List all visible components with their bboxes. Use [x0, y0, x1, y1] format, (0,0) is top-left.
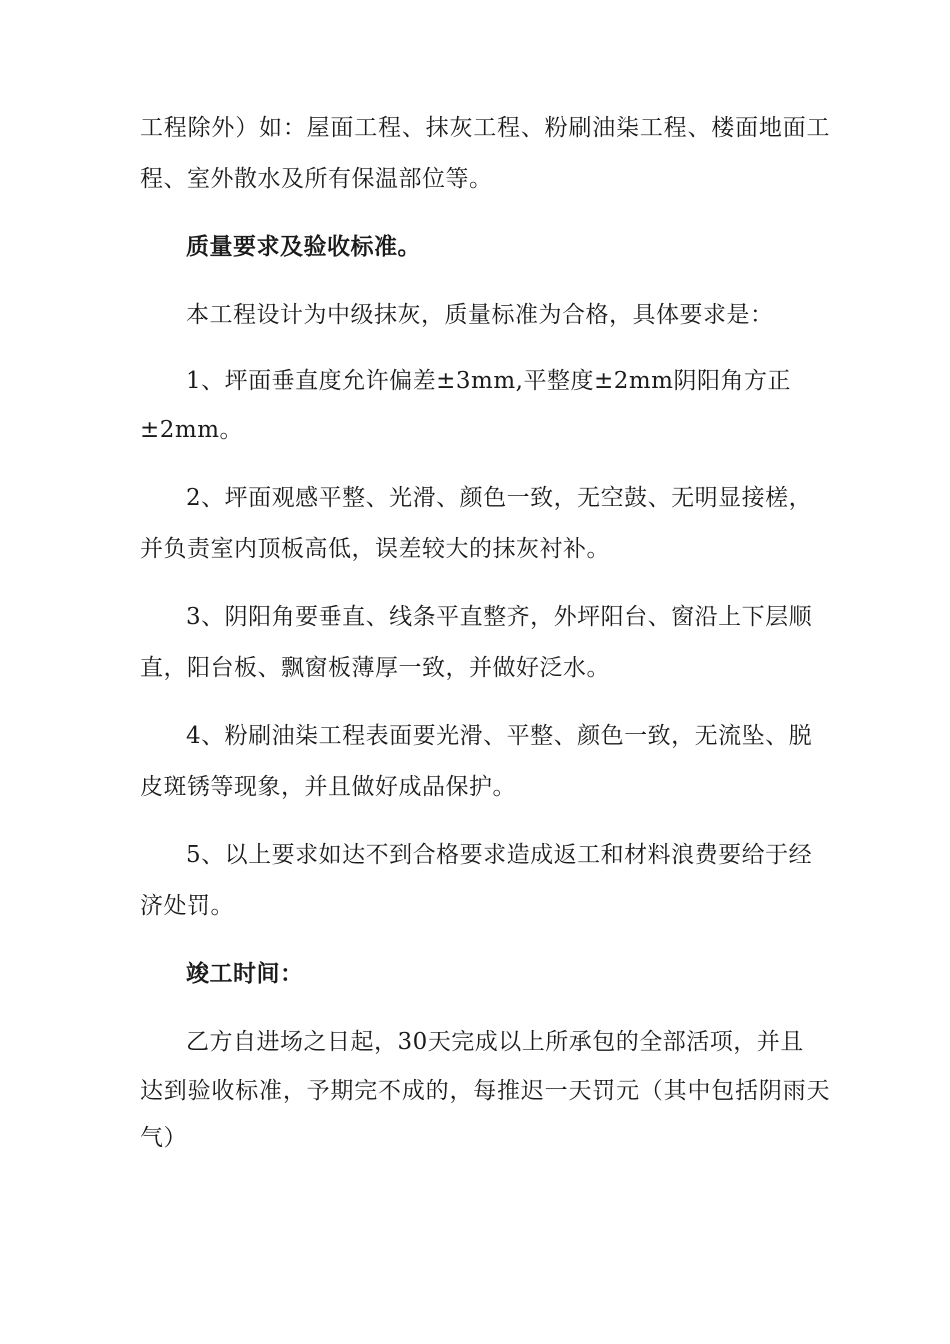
item-2-line-2: 并负责室内顶板高低，误差较大的抹灰衬补。	[140, 536, 610, 562]
item-3-line-1: 3、阴阳角要垂直、线条平直整齐，外坪阳台、窗沿上下层顺	[186, 604, 813, 630]
item-3-line-2: 直，阳台板、飘窗板薄厚一致，并做好泛水。	[140, 655, 610, 681]
quality-heading: 质量要求及验收标准。	[186, 233, 421, 260]
completion-line-2: 达到验收标准，予期完不成的，每推迟一天罚元（其中包括阴雨天	[140, 1078, 830, 1104]
item-2-line-1: 2、坪面观感平整、光滑、颜色一致，无空鼓、无明显接槎，	[186, 485, 813, 511]
completion-line-3: 气）	[140, 1125, 187, 1151]
item-4-line-1: 4、粉刷油柒工程表面要光滑、平整、颜色一致，无流坠、脱	[186, 723, 813, 749]
item-5-line-1: 5、以上要求如达不到合格要求造成返工和材料浪费要给于经	[186, 842, 813, 868]
item-4-line-2: 皮斑锈等现象，并且做好成品保护。	[140, 774, 516, 800]
item-1-line-1: 1、坪面垂直度允许偏差±3mm,平整度±2mm阴阳角方正	[186, 368, 791, 394]
quality-intro: 本工程设计为中级抹灰，质量标准为合格，具体要求是：	[186, 302, 774, 328]
item-1-line-2: ±2mm。	[140, 417, 244, 443]
completion-heading: 竣工时间：	[186, 960, 304, 987]
item-5-line-2: 济处罚。	[140, 893, 234, 919]
intro-line-1: 工程除外）如：屋面工程、抹灰工程、粉刷油柒工程、楼面地面工	[140, 115, 830, 141]
intro-line-2: 程、室外散水及所有保温部位等。	[140, 166, 493, 192]
completion-line-1: 乙方自进场之日起，30天完成以上所承包的全部活项，并且	[186, 1029, 804, 1055]
